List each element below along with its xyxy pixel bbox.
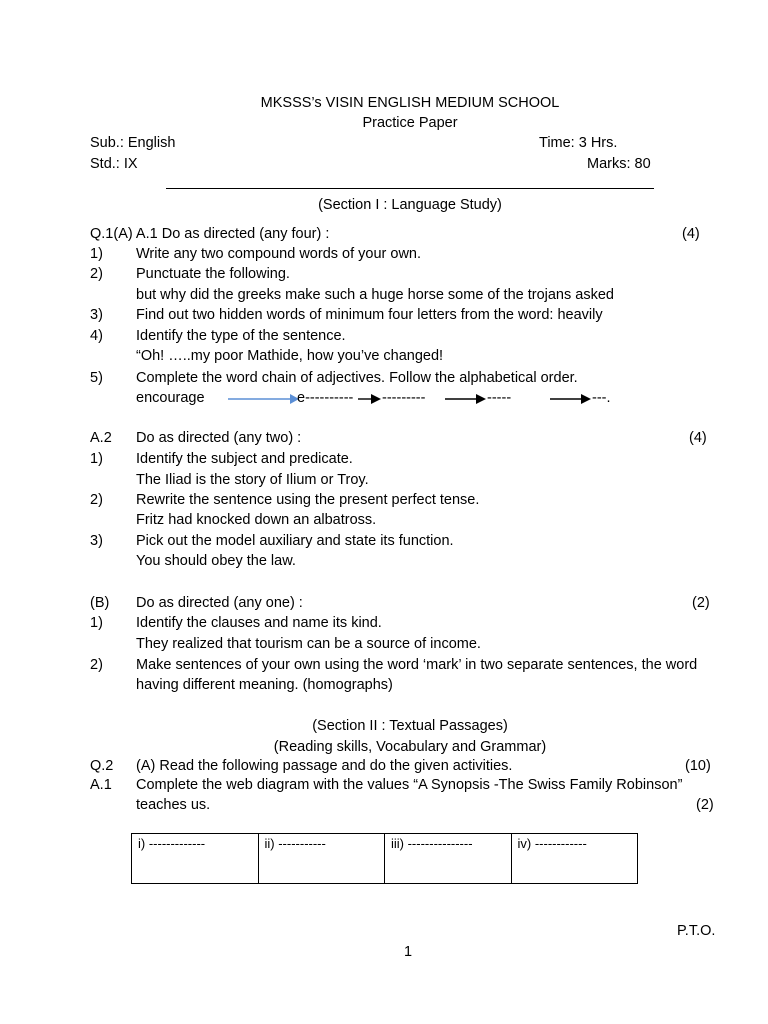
a2-item-1-sentence: The Iliad is the story of Ilium or Troy. [136,472,369,488]
standard: Std.: IX [90,156,138,172]
a1-marks: (2) [696,797,714,813]
q1a-item-4-sentence: “Oh! …..my poor Mathide, how you’ve changed! [136,348,444,364]
a1-line-1: Complete the web diagram with the values “A Synopsis -The Swiss Family Robinson” [136,777,683,793]
time: Time: 3 Hrs. [539,135,618,151]
chain-arrow-2 [358,392,382,406]
q1a-label: Q.1(A) A.1 Do as directed (any four) : [90,226,330,242]
web-cell-1[interactable]: i) ------------- [132,834,259,884]
a2-item-1-text: Identify the subject and predicate. [136,451,353,467]
q1a-item-3-num: 3) [90,307,103,323]
q2-label: Q.2 [90,758,114,774]
a2-item-3-sentence: You should obey the law. [136,553,296,569]
q1a-item-5-text: Complete the word chain of adjectives. Follow the alphabetical order. [136,370,578,386]
a2-item-3-text: Pick out the model auxiliary and state its function. [136,533,454,549]
a2-label: A.2 [90,430,112,446]
a2-item-2-sentence: Fritz had knocked down an albatross. [136,512,377,528]
web-cell-4[interactable]: iv) ------------ [511,834,638,884]
b-item-1-num: 1) [90,615,103,631]
section-2-subtitle: (Reading skills, Vocabulary and Grammar) [273,739,547,755]
a1-line-2: teaches us. [136,797,211,813]
chain-blank-4: ---. [592,390,611,406]
page-number: 1 [404,944,413,960]
b-label: (B) [90,595,110,611]
header-divider [166,188,654,189]
a2-title: Do as directed (any two) : [136,430,302,446]
chain-arrow-blue [228,392,300,406]
section-2-title: (Section II : Textual Passages) [312,718,508,734]
chain-arrow-4 [550,392,592,406]
q1a-item-2-text: Punctuate the following. [136,266,290,282]
chain-blank-2: --------- [382,390,426,406]
q1a-item-3-text: Find out two hidden words of minimum four letters from the word: heavily [136,307,603,323]
a1-label: A.1 [90,777,112,793]
subject: Sub.: English [90,135,176,151]
table-row [132,834,638,884]
b-item-1-sentence: They realized that tourism can be a source of income. [136,636,481,652]
a2-item-2-text: Rewrite the sentence using the present perfect tense. [136,492,480,508]
chain-blank-1: e---------- [297,390,354,406]
a2-item-2-num: 2) [90,492,103,508]
section-1-title: (Section I : Language Study) [318,197,502,213]
q1a-marks: (4) [682,226,700,242]
q1a-item-4-num: 4) [90,328,103,344]
marks-total: Marks: 80 [587,156,651,172]
chain-arrow-3 [445,392,487,406]
q1a-item-2-num: 2) [90,266,103,282]
b-item-1-text: Identify the clauses and name its kind. [136,615,382,631]
b-title: Do as directed (any one) : [136,595,303,611]
paper-title: Practice Paper [362,115,458,131]
b-marks: (2) [692,595,710,611]
a2-item-1-num: 1) [90,451,103,467]
a2-marks: (4) [689,430,707,446]
chain-blank-3: ----- [487,390,512,406]
q2-marks: (10) [685,758,711,774]
b-item-2-num: 2) [90,657,103,673]
school-name: MKSSS’s VISIN ENGLISH MEDIUM SCHOOL [260,95,560,111]
web-cell-2[interactable]: ii) ----------- [258,834,385,884]
a2-item-3-num: 3) [90,533,103,549]
q1a-item-2-sentence: but why did the greeks make such a huge horse some of the trojans asked [136,287,614,303]
chain-start-word: encourage [136,390,205,406]
pto: P.T.O. [677,923,716,939]
q1a-item-4-text: Identify the type of the sentence. [136,328,346,344]
q1a-item-1-num: 1) [90,246,103,262]
q1a-item-1-text: Write any two compound words of your own. [136,246,422,262]
web-cell-3[interactable]: iii) --------------- [385,834,512,884]
b-item-2-text-cont: having different meaning. (homographs) [136,677,393,693]
q1a-item-5-num: 5) [90,370,103,386]
q2-text: (A) Read the following passage and do the given activities. [136,758,513,774]
web-diagram-table [131,833,638,884]
b-item-2-text: Make sentences of your own using the word ‘mark’ in two separate sentences, the word [136,657,698,673]
